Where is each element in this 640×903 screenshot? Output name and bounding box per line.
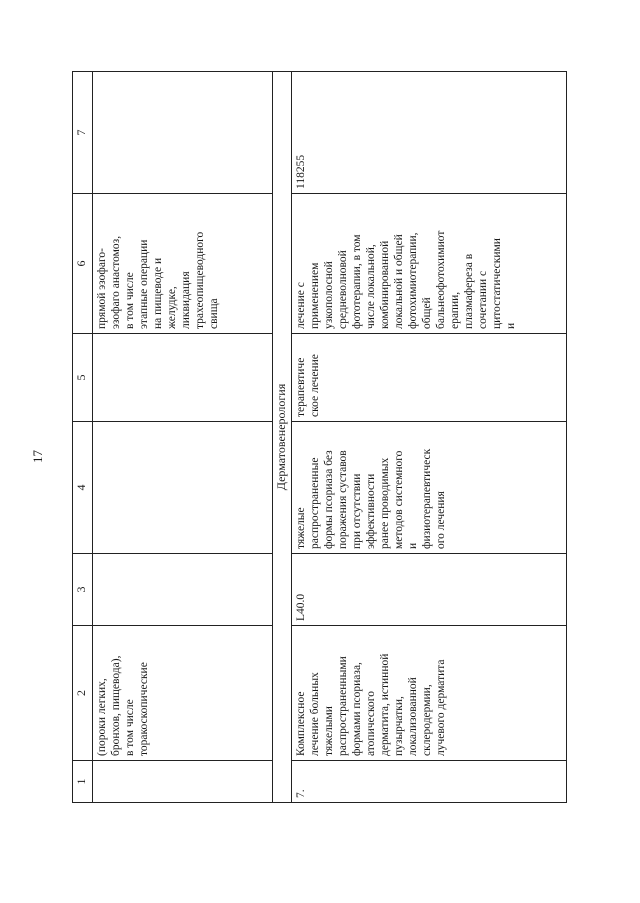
header-cell: 1	[73, 761, 93, 803]
table-row	[292, 72, 567, 803]
table-cell	[93, 72, 273, 194]
table-cell	[93, 761, 273, 803]
header-cell: 4	[73, 422, 93, 554]
header-cell: 5	[73, 334, 93, 422]
section-row	[273, 72, 292, 803]
row-number: 7.	[292, 761, 567, 803]
table-cell	[93, 334, 273, 422]
header-cell: 7	[73, 72, 93, 194]
table-cell: L40.0	[292, 554, 567, 626]
table-cell: 118255	[292, 72, 567, 194]
table-cell	[93, 554, 273, 626]
table-cell: Комплексное лечение больных тяжелыми распространенными формами псориаза, атопического дерматита, истинной пузырчатки, локализованной склеродермии, лучевого дерматита	[292, 626, 567, 761]
header-row	[73, 72, 93, 803]
table-cell: тяжелые распространенные формы псориаза без поражения суставов при отсутствии эффективности ранее проводимых методов системного и физиотерапевтическ ого лечения	[292, 422, 567, 554]
table-cell: терапевтиче ское лечение	[292, 334, 567, 422]
header-cell: 2	[73, 626, 93, 761]
table-cell: прямой эзофаго- эзофаго анастомоз, в том числе этапные операции на пищеводе и желудке, ликвидация трахеопищеводного свища	[93, 194, 273, 334]
header-cell: 6	[73, 194, 93, 334]
header-cell: 3	[73, 554, 93, 626]
table-cell: лечение с применением узкополосной средневолновой фототерапии, в том числе локальной, комбинированной локальной и общей фотохимиотерапии, общей бальнеофотохимиот ерапии, плазмафереза в сочетании с цитостатическими и	[292, 194, 567, 334]
table-cell	[93, 422, 273, 554]
table-row	[93, 72, 273, 803]
page-number: 17	[30, 450, 45, 463]
services-table	[72, 71, 567, 803]
table-cell: (пороки легких, бронхов, пищевода), в том числе торакоскопические	[93, 626, 273, 761]
section-title: Дерматовенерология	[273, 72, 292, 803]
